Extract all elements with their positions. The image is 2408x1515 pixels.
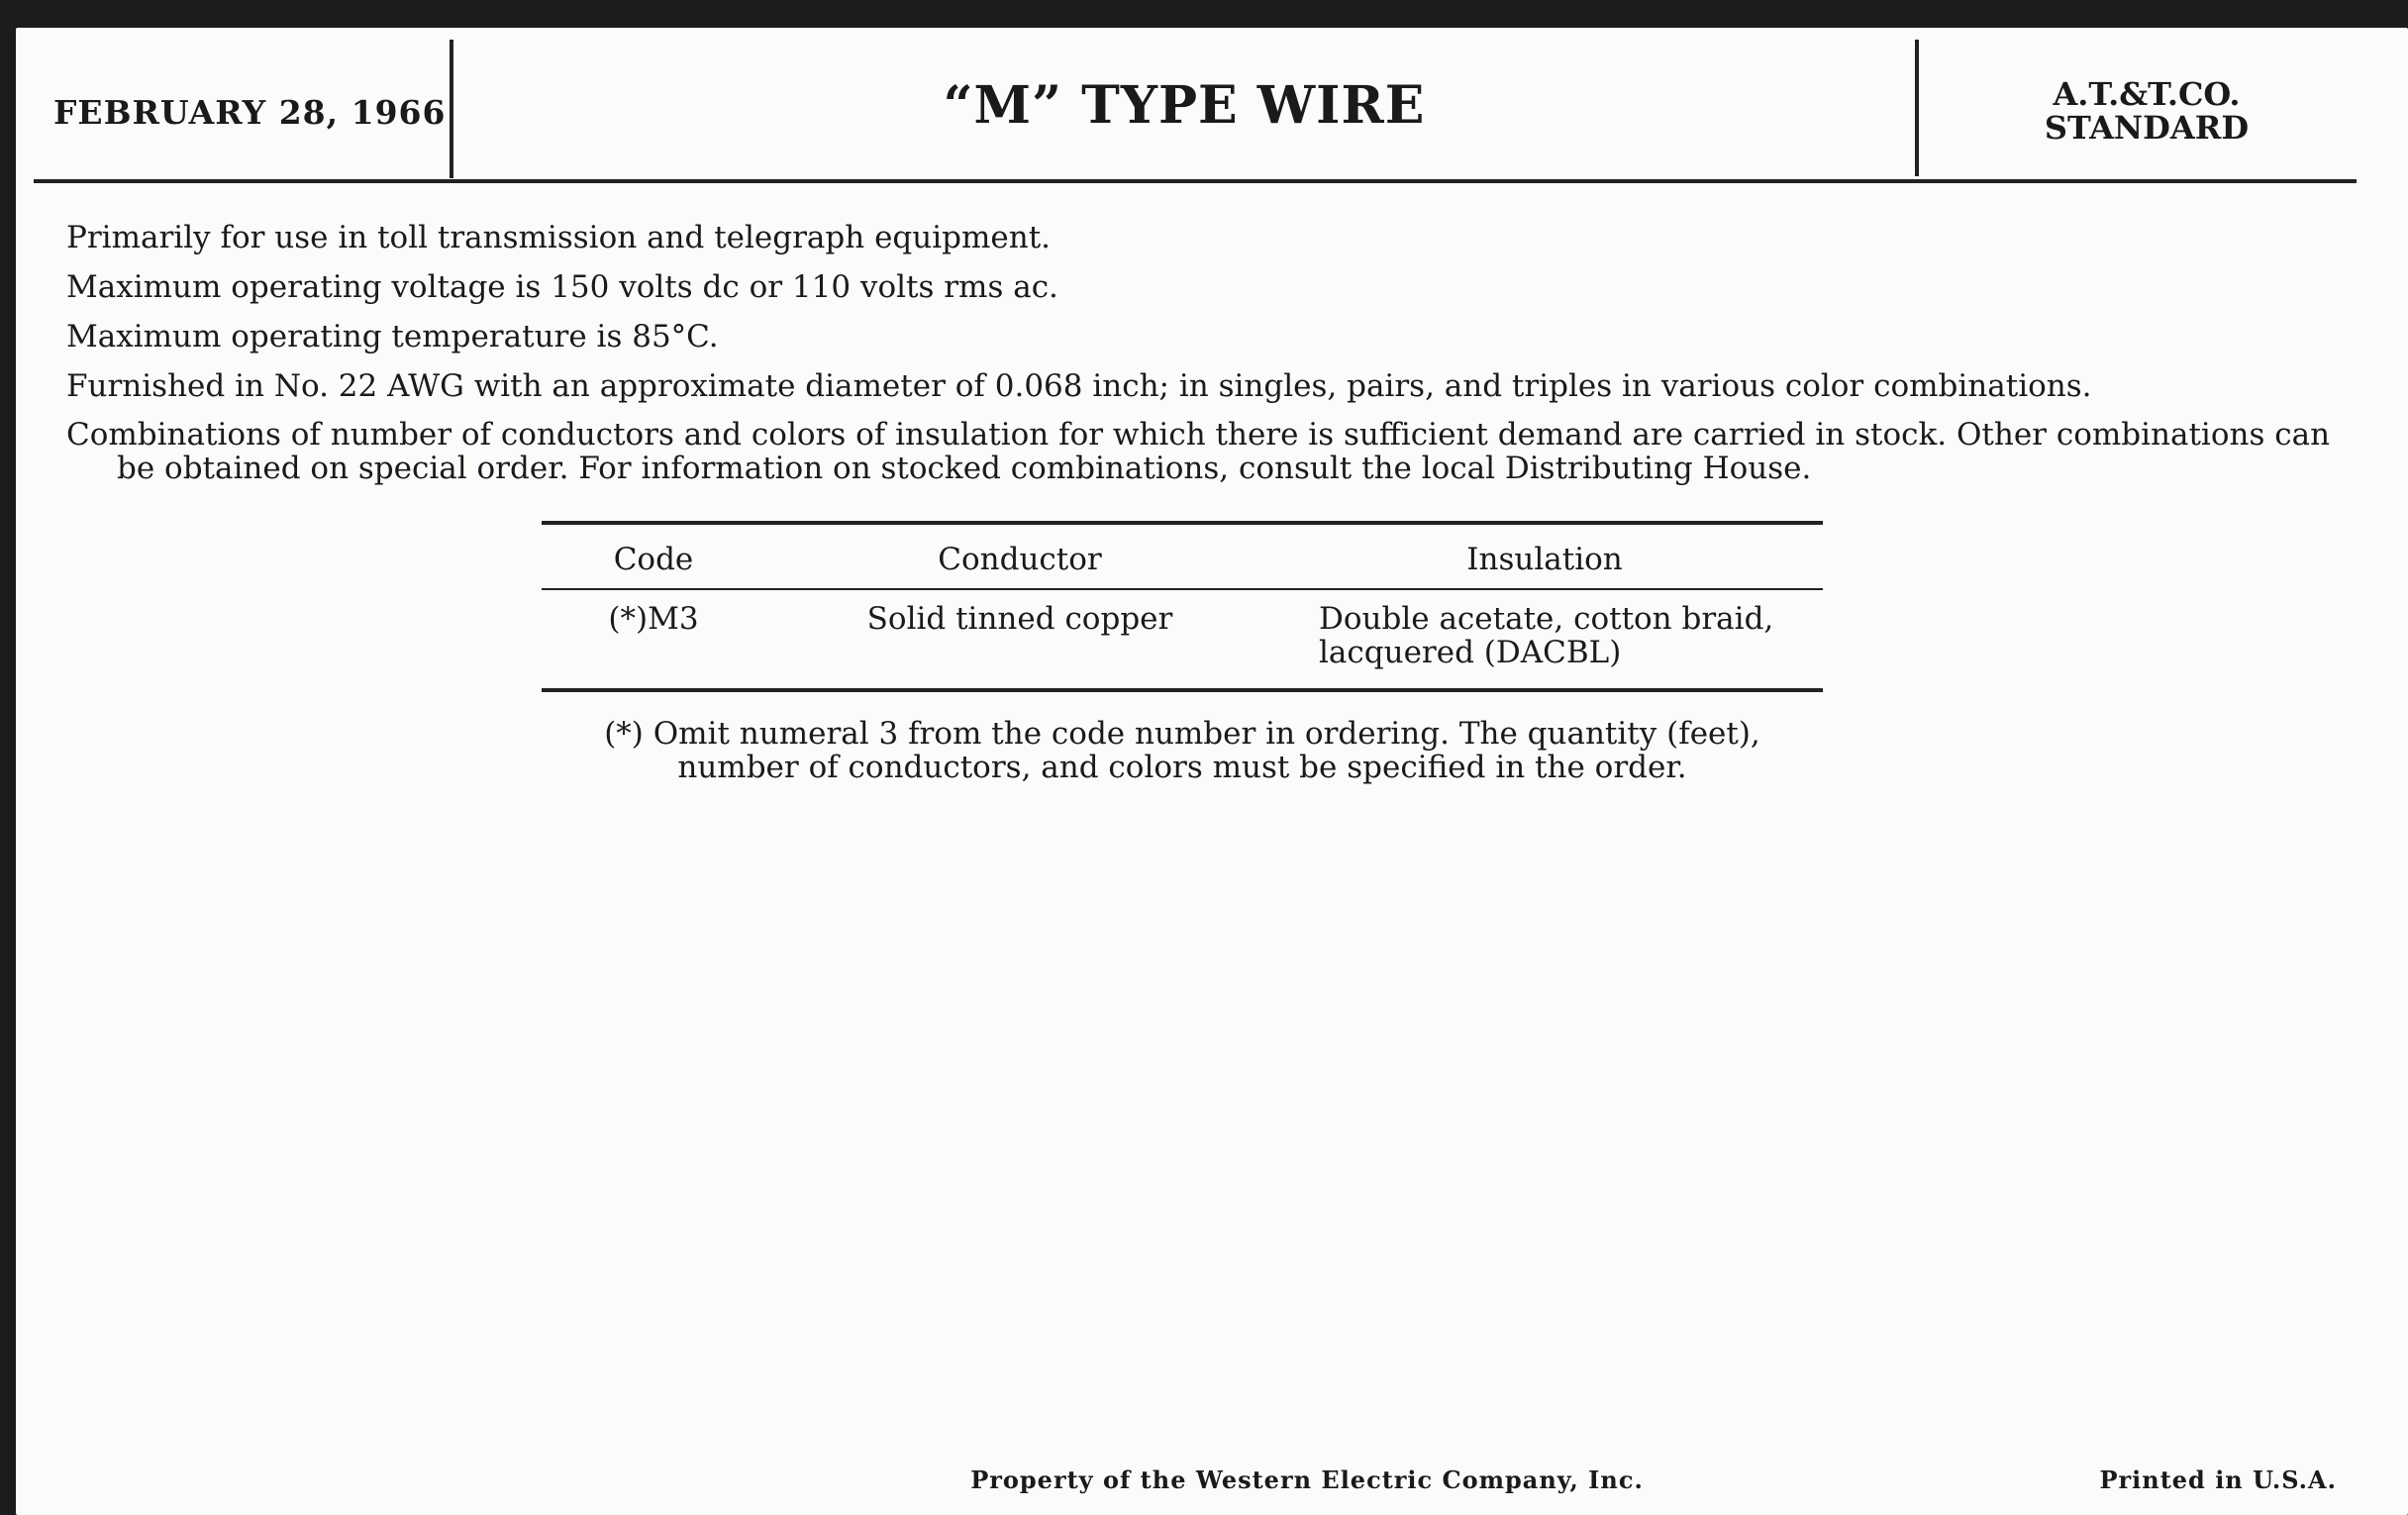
paragraph-temperature: Maximum operating temperature is 85°C. (66, 319, 719, 354)
header-rule (34, 179, 2357, 183)
table-cell-conductor: Solid tinned copper (866, 601, 1173, 637)
paragraph-combinations: Combinations of number of conductors and colors of insulation for which there is sufficient demand are carried in stock. Other combinations can be obtained on special order. For information on stocked combinations, consult the local Distributing House. (66, 417, 2331, 486)
standard-label-line1: A.T.&T.CO. (2053, 75, 2241, 113)
printed-notice: Printed in U.S.A. (2099, 1465, 2337, 1494)
insulation-line1: Double acetate, cotton braid, (1319, 601, 1774, 637)
table-top-rule (542, 521, 1823, 525)
standard-label (1919, 77, 2374, 145)
paragraph-voltage: Maximum operating voltage is 150 volts dc or 110 volts rms ac. (66, 269, 1058, 305)
table-header-code: Code (613, 542, 694, 577)
footnote-line2: number of conductors, and colors must be specified in the order. (677, 750, 1687, 785)
table-header-rule (542, 588, 1823, 590)
description-body (66, 220, 2344, 498)
standard-label-line2: STANDARD (2044, 109, 2250, 147)
insulation-line2: lacquered (DACBL) (1319, 635, 1622, 670)
document-title: “M” TYPE WIRE (943, 75, 1426, 136)
paragraph-furnished: Furnished in No. 22 AWG with an approximate diameter of 0.068 inch; in singles, pairs, and triples in various color combinations. (66, 368, 2092, 404)
table-cell-code: (*)M3 (608, 601, 699, 637)
footnote-line1: (*) Omit numeral 3 from the code number in ordering. The quantity (feet), (604, 716, 1760, 752)
table-header-conductor: Conductor (938, 542, 1102, 577)
property-notice: Property of the Western Electric Company, Inc. (970, 1465, 1644, 1494)
ordering-footnote (542, 717, 1823, 784)
issue-date: FEBRUARY 28, 1966 (53, 93, 447, 132)
table-bottom-rule (542, 688, 1823, 692)
table-cell-insulation (1319, 602, 1814, 669)
paragraph-usage: Primarily for use in toll transmission and telegraph equipment. (66, 220, 1052, 255)
table-header-insulation: Insulation (1466, 542, 1623, 577)
